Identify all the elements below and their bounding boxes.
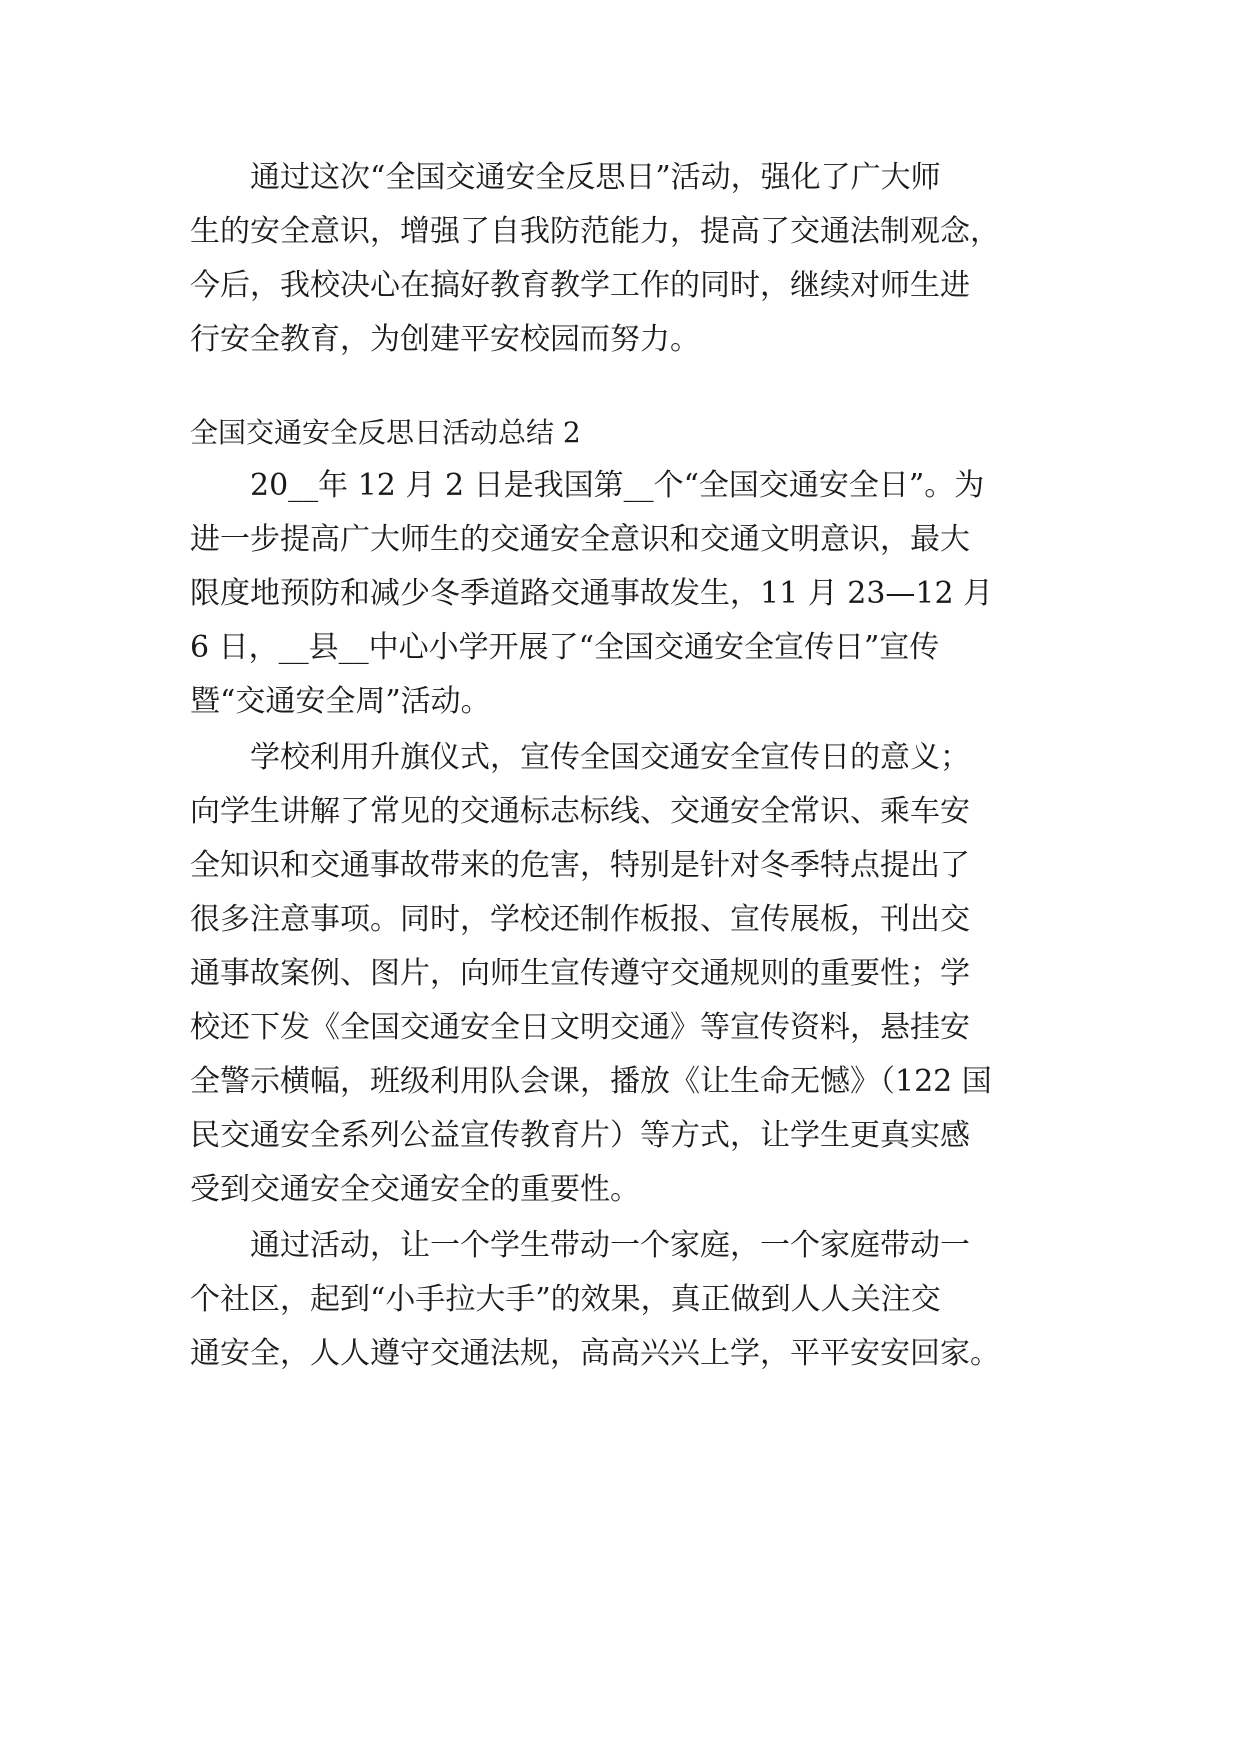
paragraph-2-line-4: 6 日，__县__中心小学开展了“全国交通安全宣传日”宣传 xyxy=(190,630,940,665)
paragraph-1-line-4: 行安全教育，为创建平安校园而努力。 xyxy=(190,322,700,357)
paragraph-2-line-5: 暨“交通安全周”活动。 xyxy=(190,684,491,719)
paragraph-3-line-7: 全警示横幅，班级利用队会课，播放《让生命无憾》（122 国 xyxy=(190,1064,992,1099)
paragraph-1-line-3: 今后，我校决心在搞好教育教学工作的同时，继续对师生进 xyxy=(190,268,970,303)
paragraph-2-line-2: 进一步提高广大师生的交通安全意识和交通文明意识，最大 xyxy=(190,522,970,557)
paragraph-1-line-2: 生的安全意识，增强了自我防范能力，提高了交通法制观念， xyxy=(190,214,1000,249)
paragraph-3-line-9: 受到交通安全交通安全的重要性。 xyxy=(190,1172,640,1207)
paragraph-1-line-1: 通过这次“全国交通安全反思日”活动，强化了广大师 xyxy=(250,160,941,195)
paragraph-3-line-1: 学校利用升旗仪式，宣传全国交通安全宣传日的意义； xyxy=(250,740,970,775)
paragraph-2-line-3: 限度地预防和减少冬季道路交通事故发生，11 月 23—12 月 xyxy=(190,576,994,611)
paragraph-4-line-3: 通安全，人人遵守交通法规，高高兴兴上学，平平安安回家。 xyxy=(190,1336,1000,1371)
paragraph-3-line-4: 很多注意事项。同时，学校还制作板报、宣传展板，刊出交 xyxy=(190,902,970,937)
paragraph-3-line-5: 通事故案例、图片，向师生宣传遵守交通规则的重要性；学 xyxy=(190,956,970,991)
paragraph-4-line-2: 个社区，起到“小手拉大手”的效果，真正做到人人关注交 xyxy=(190,1282,941,1317)
paragraph-3-line-2: 向学生讲解了常见的交通标志标线、交通安全常识、乘车安 xyxy=(190,794,970,829)
paragraph-4-line-1: 通过活动，让一个学生带动一个家庭，一个家庭带动一 xyxy=(250,1228,970,1263)
section-heading: 全国交通安全反思日活动总结 2 xyxy=(190,416,581,449)
paragraph-3-line-3: 全知识和交通事故带来的危害，特别是针对冬季特点提出了 xyxy=(190,848,970,883)
paragraph-3-line-8: 民交通安全系列公益宣传教育片）等方式，让学生更真实感 xyxy=(190,1118,970,1153)
paragraph-3-line-6: 校还下发《全国交通安全日文明交通》等宣传资料，悬挂安 xyxy=(190,1010,970,1045)
paragraph-2-line-1: 20__年 12 月 2 日是我国第__个“全国交通安全日”。为 xyxy=(250,468,985,503)
